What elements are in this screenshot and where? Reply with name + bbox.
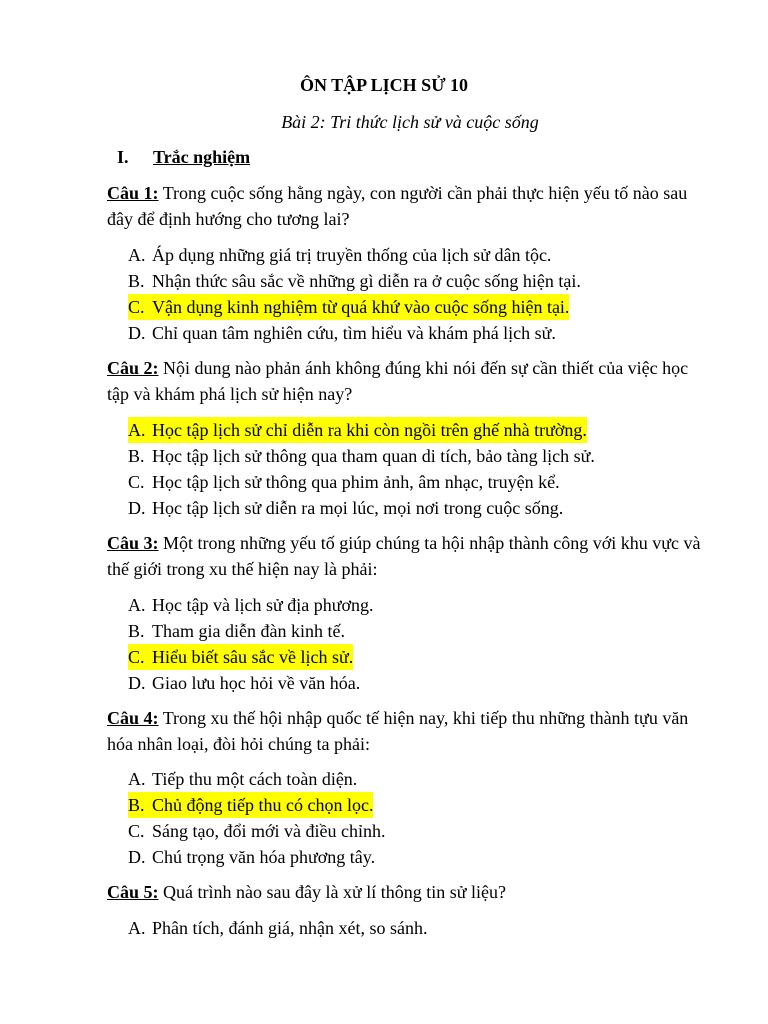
question-text: Nội dung nào phản ánh không đúng khi nói đến sự cần thiết của việc học tập và khám phá lịch sử hiện nay?: [107, 358, 689, 404]
question-1: [107, 180, 707, 232]
option-letter: A.: [128, 420, 146, 440]
question-5-option-a: [128, 915, 427, 941]
option-letter: A.: [128, 245, 146, 265]
question-2-option-b: [128, 443, 595, 469]
section-name: Trắc nghiệm: [153, 147, 251, 167]
question-3: [107, 530, 707, 582]
question-2-option-d: [128, 495, 563, 521]
lesson-subtitle: Bài 2: Tri thức lịch sử và cuộc sống: [281, 112, 539, 132]
question-label: Câu 5:: [107, 882, 159, 902]
option-letter: A.: [128, 769, 146, 789]
question-label: Câu 3:: [107, 533, 159, 553]
option-letter: A.: [128, 595, 146, 615]
question-1-option-d: [128, 320, 556, 346]
option-letter: B.: [128, 446, 145, 466]
option-letter: D.: [128, 847, 146, 867]
option-text: Giao lưu học hỏi về văn hóa.: [152, 673, 361, 693]
question-4-option-b: [128, 792, 373, 818]
question-1-option-a: [128, 242, 551, 268]
question-4: [107, 705, 707, 757]
option-text: Hiểu biết sâu sắc về lịch sử.: [152, 647, 354, 667]
option-letter: C.: [128, 647, 145, 667]
question-label: Câu 4:: [107, 708, 159, 728]
question-3-option-d: [128, 670, 360, 696]
question-5: [107, 879, 707, 905]
option-letter: D.: [128, 673, 146, 693]
question-4-option-c: [128, 818, 385, 844]
option-letter: C.: [128, 821, 145, 841]
question-label: Câu 1:: [107, 183, 159, 203]
option-text: Sáng tạo, đổi mới và điều chỉnh.: [152, 821, 386, 841]
question-3-option-c: [128, 644, 353, 670]
option-text: Học tập lịch sử chỉ diễn ra khi còn ngồi trên ghế nhà trường.: [152, 420, 587, 440]
question-text: Trong cuộc sống hằng ngày, con người cần phải thực hiện yếu tố nào sau đây để định hướng cho tương lai?: [107, 183, 688, 229]
option-letter: A.: [128, 918, 146, 938]
option-letter: D.: [128, 498, 146, 518]
question-3-option-b: [128, 618, 345, 644]
option-letter: B.: [128, 795, 145, 815]
question-text: Quá trình nào sau đây là xử lí thông tin sử liệu?: [158, 882, 506, 902]
option-text: Học tập lịch sử diễn ra mọi lúc, mọi nơi trong cuộc sống.: [152, 498, 564, 518]
option-text: Học tập lịch sử thông qua tham quan di tích, bảo tàng lịch sử.: [152, 446, 595, 466]
question-2: [107, 355, 707, 407]
option-text: Vận dụng kinh nghiệm từ quá khứ vào cuộc sống hiện tại.: [152, 297, 570, 317]
question-1-option-c: [128, 294, 569, 320]
option-text: Chỉ quan tâm nghiên cứu, tìm hiểu và khám phá lịch sử.: [152, 323, 556, 343]
question-4-option-a: [128, 766, 357, 792]
question-2-option-a: [128, 417, 587, 443]
option-text: Nhận thức sâu sắc về những gì diễn ra ở cuộc sống hiện tại.: [152, 271, 581, 291]
option-text: Học tập lịch sử thông qua phim ảnh, âm nhạc, truyện kể.: [152, 472, 560, 492]
option-text: Phân tích, đánh giá, nhận xét, so sánh.: [152, 918, 428, 938]
question-2-option-c: [128, 469, 560, 495]
option-letter: B.: [128, 621, 145, 641]
option-letter: B.: [128, 271, 145, 291]
option-letter: C.: [128, 297, 145, 317]
question-label: Câu 2:: [107, 358, 159, 378]
question-4-option-d: [128, 844, 375, 870]
option-letter: D.: [128, 323, 146, 343]
question-text: Trong xu thế hội nhập quốc tế hiện nay, khi tiếp thu những thành tựu văn hóa nhân loại, đòi hỏi chúng ta phải:: [107, 708, 689, 754]
option-text: Chủ động tiếp thu có chọn lọc.: [152, 795, 374, 815]
question-3-option-a: [128, 592, 373, 618]
option-text: Tham gia diễn đàn kinh tế.: [152, 621, 345, 641]
section-number: I.: [117, 147, 129, 167]
option-text: Tiếp thu một cách toàn diện.: [152, 769, 358, 789]
option-text: Học tập và lịch sử địa phương.: [152, 595, 374, 615]
option-text: Chú trọng văn hóa phương tây.: [152, 847, 376, 867]
section-heading: [117, 147, 250, 168]
page-title: ÔN TẬP LỊCH SỬ 10: [299, 75, 469, 95]
option-letter: C.: [128, 472, 145, 492]
question-1-option-b: [128, 268, 581, 294]
option-text: Áp dụng những giá trị truyền thống của lịch sử dân tộc.: [152, 245, 552, 265]
question-text: Một trong những yếu tố giúp chúng ta hội nhập thành công với khu vực và thế giới trong xu thế hiện nay là phải:: [107, 533, 701, 579]
